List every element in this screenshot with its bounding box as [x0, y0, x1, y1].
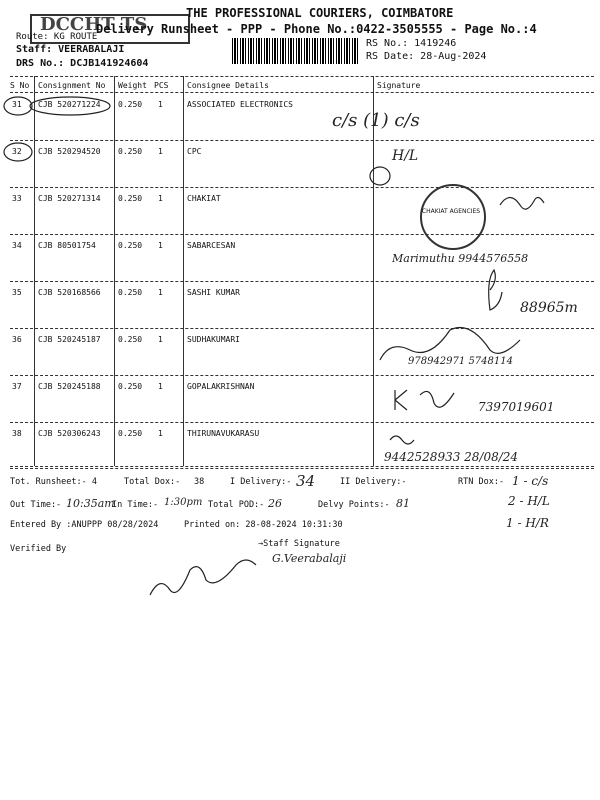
rs-number: RS No.: 1419246 — [366, 38, 457, 49]
rtn-dox-value: 1 - c/s — [512, 474, 549, 488]
row-pcs: 1 — [158, 335, 163, 344]
row-consignee: GOPALAKRISHNAN — [187, 382, 255, 391]
row-weight: 0.250 — [118, 288, 143, 297]
runsheet-title: Delivery Runsheet - PPP - Phone No.:0422-3505555 - Page No.:4 — [96, 22, 537, 36]
out-time-label: Out Time:- — [10, 500, 62, 510]
signature-37 — [395, 390, 454, 410]
row-consignee: SUDHAKUMARI — [187, 335, 240, 344]
row-sno: 34 — [12, 241, 22, 250]
company-title: THE PROFESSIONAL COURIERS, COIMBATORE — [186, 6, 454, 20]
col-signature: Signature — [377, 81, 421, 90]
row-consignment: CJB 80501754 — [38, 241, 96, 250]
row-consignee: ASSOCIATED ELECTRONICS — [187, 100, 293, 109]
row-weight: 0.250 — [118, 382, 143, 391]
row-consignment: CJB 520245188 — [38, 382, 101, 391]
col-consignee: Consignee Details — [187, 81, 269, 90]
ii-delivery-label: II Delivery:- — [340, 477, 407, 487]
circle-mark-consignment-31 — [30, 97, 110, 115]
signature-38 — [390, 436, 414, 444]
row-weight: 0.250 — [118, 241, 143, 250]
signature-35 — [489, 270, 502, 310]
hl-count-1: 2 - H/L — [508, 494, 550, 508]
row-consignee: SASHI KUMAR — [187, 288, 240, 297]
rtn-dox-label: RTN Dox:- — [458, 477, 505, 487]
row-signature-note: c/s (1) c/s — [332, 110, 420, 131]
circle-mark-31 — [4, 97, 32, 115]
total-pod-label: Total POD:- — [208, 500, 265, 510]
row-sno: 38 — [12, 429, 22, 438]
row-consignee: CPC — [187, 147, 202, 156]
in-time-label: In Time:- — [112, 500, 159, 510]
i-delivery-label: I Delivery:- — [230, 477, 292, 487]
total-dox-label: Total Dox:- — [124, 477, 181, 487]
circle-mark-32 — [4, 143, 32, 161]
row-consignee: CHAKIAT — [187, 194, 221, 203]
delvy-points-value: 81 — [396, 497, 410, 510]
verified-signature — [150, 560, 256, 595]
row-sno: 37 — [12, 382, 22, 391]
rs-date: RS Date: 28-Aug-2024 — [366, 51, 487, 62]
entered-by: Entered By :ANUPPP 08/28/2024 — [10, 520, 159, 530]
row-consignment: CJB 520271314 — [38, 194, 101, 203]
staff-signature-label: →Staff Signature — [258, 539, 340, 549]
row-signature-note: H/L — [392, 148, 419, 164]
row-consignment: CJB 520271224 — [38, 100, 101, 109]
tot-runsheet: Tot. Runsheet:- 4 — [10, 477, 97, 487]
row-sno: 35 — [12, 288, 22, 297]
col-consignment: Consignment No — [38, 81, 106, 90]
in-time-value: 1:30pm — [164, 497, 203, 508]
row-consignment: CJB 520168566 — [38, 288, 101, 297]
row-pcs: 1 — [158, 147, 163, 156]
seal-text: CHAKIAT AGENCIES — [421, 208, 481, 215]
row-pcs: 1 — [158, 429, 163, 438]
row-signature-note: 7397019601 — [478, 400, 555, 414]
row-weight: 0.250 — [118, 147, 143, 156]
row-consignment: CJB 520294520 — [38, 147, 101, 156]
row-pcs: 1 — [158, 100, 163, 109]
row-weight: 0.250 — [118, 429, 143, 438]
row-sno: 33 — [12, 194, 22, 203]
out-time-value: 10:35am — [66, 497, 115, 510]
drs-number: DRS No.: DCJB141924604 — [16, 58, 149, 69]
row-weight: 0.250 — [118, 335, 143, 344]
signature-33 — [500, 197, 544, 209]
total-pod-value: 26 — [268, 497, 282, 510]
col-sno: S No — [10, 81, 30, 90]
row-consignment: CJB 520245187 — [38, 335, 101, 344]
printed-on: Printed on: 28-08-2024 10:31:30 — [184, 520, 343, 530]
row-sno: 32 — [12, 147, 22, 156]
row-weight: 0.250 — [118, 194, 143, 203]
row-pcs: 1 — [158, 241, 163, 250]
row-pcs: 1 — [158, 194, 163, 203]
row-signature-note: Marimuthu 9944576558 — [392, 252, 529, 265]
hl-count-2: 1 - H/R — [506, 516, 549, 530]
footer-top-rule — [10, 468, 594, 469]
row-sno: 36 — [12, 335, 22, 344]
row-signature-note: 9442528933 28/08/24 — [384, 450, 519, 464]
row-consignee: SABARCESAN — [187, 241, 236, 250]
signature-36 — [380, 328, 520, 361]
row-consignment: CJB 520306243 — [38, 429, 101, 438]
delvy-points-label: Delvy Points:- — [318, 500, 390, 510]
total-dox-value: 38 — [194, 477, 205, 487]
row-consignee: THIRUNAVUKARASU — [187, 429, 260, 438]
row-pcs: 1 — [158, 288, 163, 297]
row-signature-note: 978942971 5748114 — [408, 356, 513, 367]
staff-label: Staff: VEERABALAJI — [16, 44, 125, 55]
col-pcs: PCS — [154, 81, 169, 90]
row-signature-note: 88965m — [520, 300, 578, 316]
col-weight: Weight — [118, 81, 147, 90]
route-label: Route: KG ROUTE — [16, 32, 98, 42]
verified-by: Verified By — [10, 544, 67, 554]
staff-signature-name: G.Veerabalaji — [272, 552, 347, 565]
row-weight: 0.250 — [118, 100, 143, 109]
i-delivery-value: 34 — [296, 472, 316, 490]
row-pcs: 1 — [158, 382, 163, 391]
circle-mark-sig-32 — [370, 167, 390, 185]
dc-stamp-text: DCCHT TS — [40, 14, 148, 35]
row-sno: 31 — [12, 100, 22, 109]
